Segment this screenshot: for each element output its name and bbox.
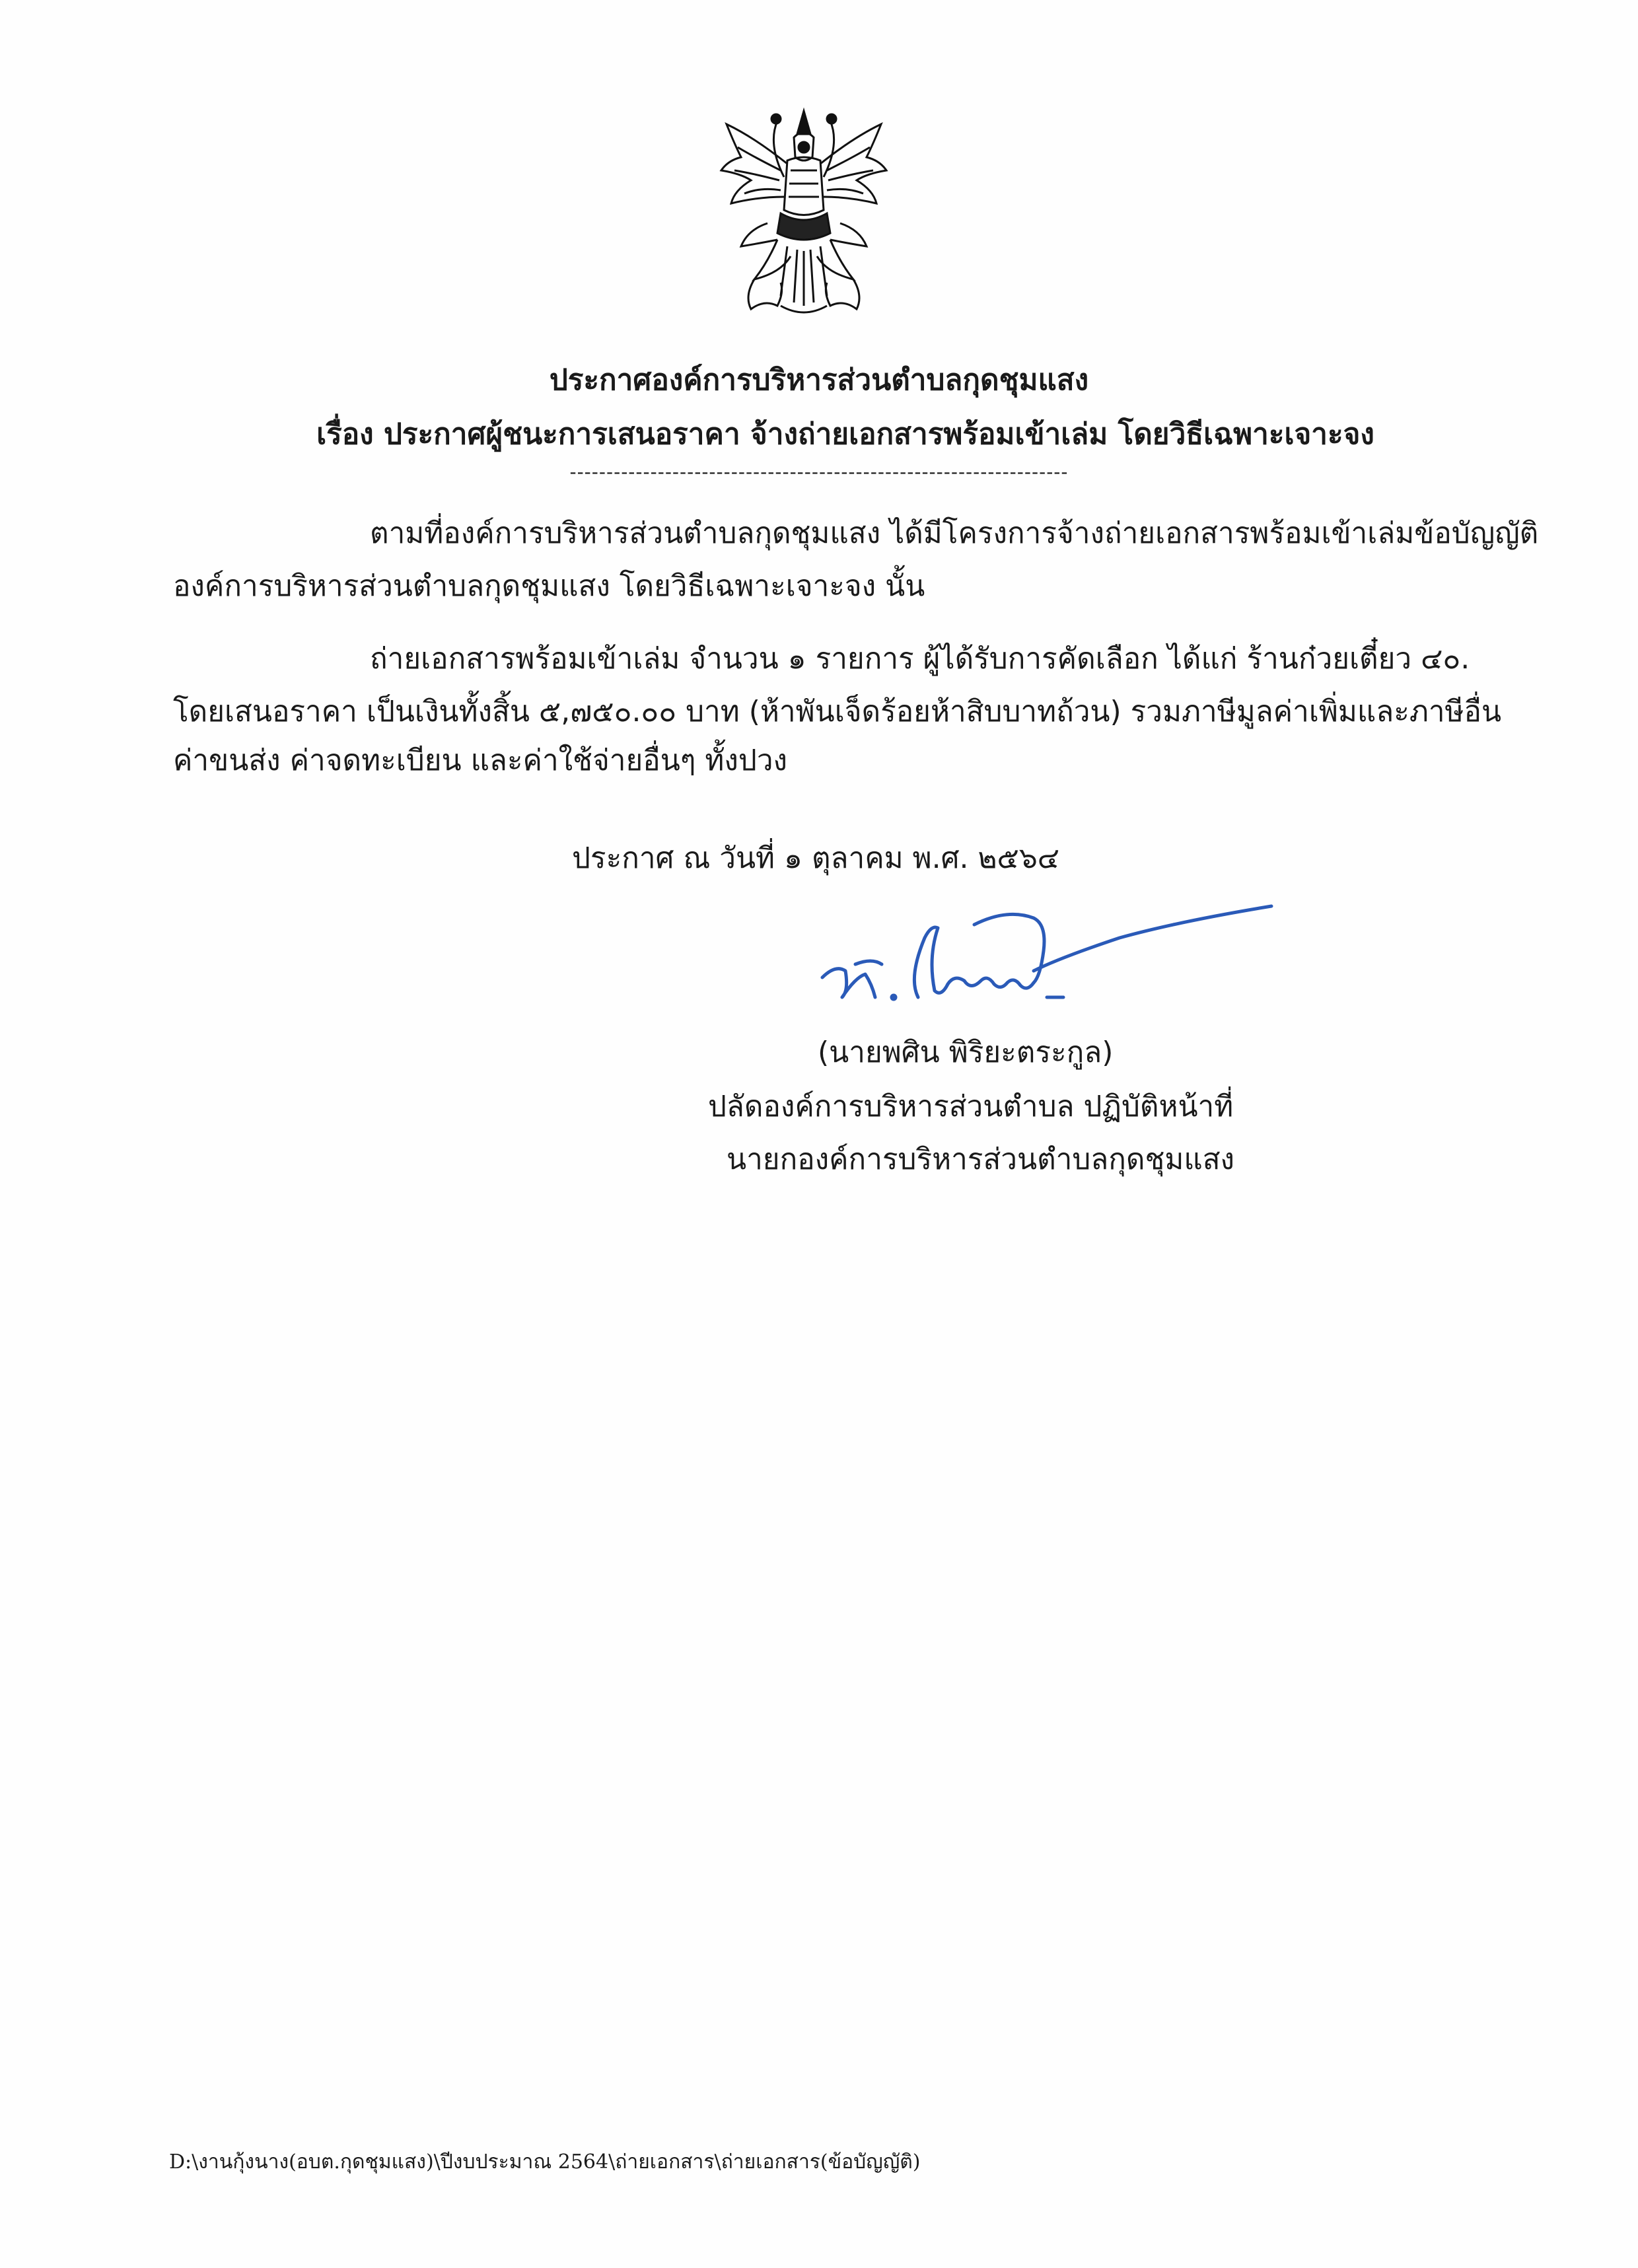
signatory-name: (นายพศิน พิริยะตระกูล) bbox=[818, 1036, 1114, 1069]
file-path-footer: D:\งานกุ้งนาง(อบต.กุดชุมแสง)\ปีงบประมาณ 2564\ถ่ายเอกสาร\ถ่ายเอกสาร(ข้อบัญญัติ) bbox=[169, 2150, 921, 2174]
paragraph-1-line-2: องค์การบริหารส่วนตำบลกุดชุมแสง โดยวิธีเฉพาะเจาะจง นั้น bbox=[173, 569, 925, 603]
paragraph-2-line-2: โดยเสนอราคา เป็นเงินทั้งสิ้น ๕,๗๕๐.๐๐ บาท (ห้าพันเจ็ดร้อยห้าสิบบาทถ้วน) รวมภาษีมูลค่าเพิ่มและภาษีอื่น bbox=[173, 695, 1502, 728]
paragraph-2-line-1: ถ่ายเอกสารพร้อมเข้าเล่ม จำนวน ๑ รายการ ผู้ได้รับการคัดเลือก ได้แก่ ร้านก๋วยเตี๋ยว ๔๐. bbox=[370, 642, 1470, 676]
announcement-date: ประกาศ ณ วันที่ ๑ ตุลาคม พ.ศ. ๒๕๖๔ bbox=[572, 841, 1060, 875]
signatory-position-line-1: ปลัดองค์การบริหารส่วนตำบล ปฏิบัติหน้าที่ bbox=[708, 1090, 1234, 1123]
title-separator: -------------------------------------------------------------------- bbox=[569, 461, 1069, 483]
paragraph-2-line-3: ค่าขนส่ง ค่าจดทะเบียน และค่าใช้จ่ายอื่นๆ ทั้งปวง bbox=[173, 744, 788, 777]
handwritten-signature bbox=[809, 898, 1278, 1014]
signatory-position-line-2: นายกองค์การบริหารส่วนตำบลกุดชุมแสง bbox=[727, 1143, 1235, 1176]
document-subject: เรื่อง ประกาศผู้ชนะการเสนอราคา จ้างถ่ายเอกสารพร้อมเข้าเล่ม โดยวิธีเฉพาะเจาะจง bbox=[316, 417, 1374, 451]
paragraph-1-line-1: ตามที่องค์การบริหารส่วนตำบลกุดชุมแสง ได้มีโครงการจ้างถ่ายเอกสารพร้อมเข้าเล่มข้อบัญญัติ bbox=[370, 516, 1539, 550]
garuda-emblem-icon bbox=[715, 98, 893, 329]
document-title: ประกาศองค์การบริหารส่วนตำบลกุดชุมแสง bbox=[549, 363, 1089, 397]
